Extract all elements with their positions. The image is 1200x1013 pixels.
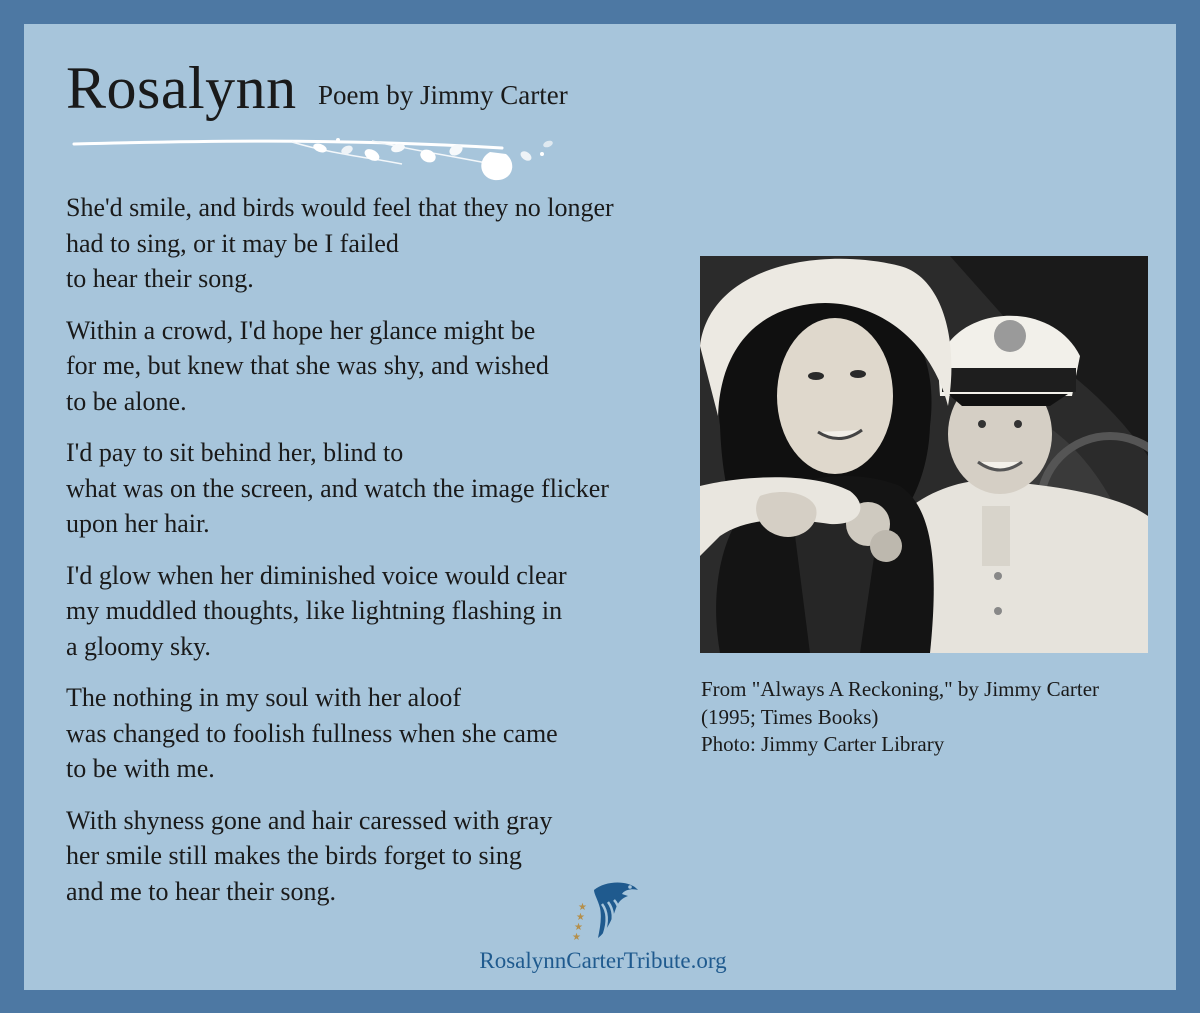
poem-line: to be alone. bbox=[66, 386, 187, 416]
poem-line: Within a crowd, I'd hope her glance might be bbox=[66, 315, 536, 345]
caption-line: Photo: Jimmy Carter Library bbox=[701, 732, 945, 756]
poem-line: what was on the screen, and watch the image flicker bbox=[66, 473, 609, 503]
poem-line: her smile still makes the birds forget to sing bbox=[66, 841, 522, 870]
poem-title: Rosalynn bbox=[66, 55, 297, 121]
couple-photo bbox=[700, 256, 1148, 653]
svg-text:★: ★ bbox=[572, 932, 581, 943]
poem-line: I'd pay to sit behind her, blind to bbox=[66, 438, 404, 467]
poem-stanza bbox=[66, 558, 706, 665]
svg-text:★: ★ bbox=[574, 922, 583, 933]
svg-text:★: ★ bbox=[578, 902, 587, 913]
poem-body bbox=[66, 190, 706, 925]
photo-caption bbox=[701, 676, 1171, 759]
poem-line: a gloomy sky. bbox=[66, 631, 211, 661]
caption-line: (1995; Times Books) bbox=[701, 704, 879, 729]
svg-text:★: ★ bbox=[576, 912, 585, 923]
poem-line: She'd smile, and birds would feel that they no longer bbox=[66, 193, 614, 222]
poem-line: to be with me. bbox=[66, 754, 215, 783]
poem-line: and me to hear their song. bbox=[66, 876, 337, 906]
poem-stanza bbox=[66, 313, 706, 420]
tribute-site-link[interactable]: RosalynnCarterTribute.org bbox=[479, 948, 727, 973]
poem-line: my muddled thoughts, like lightning flashing in bbox=[66, 596, 563, 625]
poem-line: was changed to foolish fullness when she came bbox=[66, 718, 558, 748]
black-and-white-couple-photo-icon bbox=[700, 256, 1148, 653]
poem-stanza bbox=[66, 435, 706, 542]
poem-line: I'd glow when her diminished voice would clear bbox=[66, 560, 567, 590]
poem-line: With shyness gone and hair caressed with gray bbox=[66, 805, 553, 835]
vine-divider-icon bbox=[72, 130, 562, 190]
poem-line: upon her hair. bbox=[66, 509, 210, 538]
poem-line: for me, but knew that she was shy, and wished bbox=[66, 351, 549, 380]
eagle-stars-logo-icon bbox=[572, 878, 642, 948]
poem-card bbox=[24, 24, 1176, 990]
poem-line: The nothing in my soul with her aloof bbox=[66, 683, 462, 712]
poem-line: to hear their song. bbox=[66, 264, 254, 293]
poem-stanza bbox=[66, 190, 706, 297]
poem-subtitle: Poem by Jimmy Carter bbox=[318, 80, 568, 110]
poem-stanza bbox=[66, 680, 706, 787]
poem-line: had to sing, or it may be I failed bbox=[66, 228, 399, 258]
caption-line: From "Always A Reckoning," by Jimmy Carter bbox=[701, 677, 1100, 701]
